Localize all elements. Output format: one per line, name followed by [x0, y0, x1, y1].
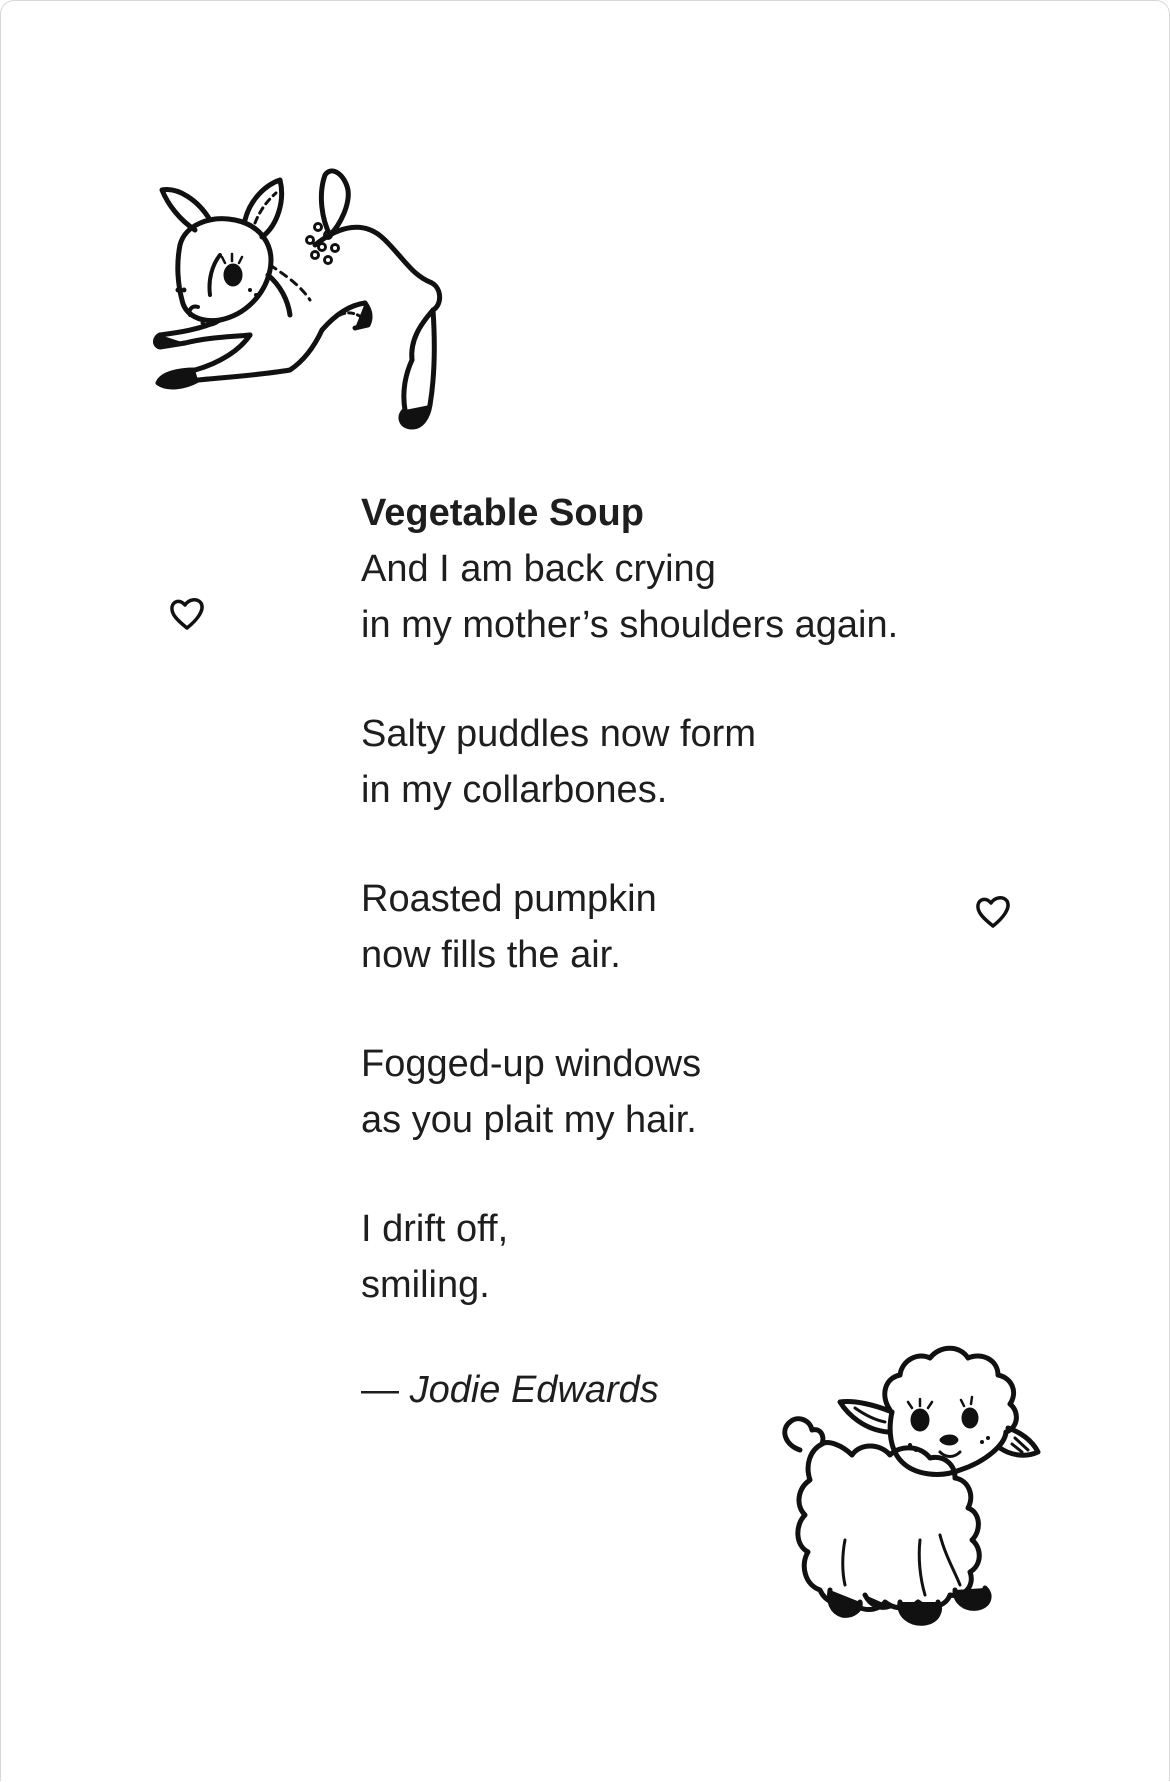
deer-illustration	[150, 165, 450, 430]
poem-line: Salty puddles now form	[361, 713, 756, 755]
poem-line: now fills the air.	[361, 934, 621, 976]
author-name: Jodie Edwards	[409, 1369, 659, 1411]
stanza	[361, 1036, 1061, 1148]
poem-line: in my mother’s shoulders again.	[361, 604, 899, 646]
poem-line: in my collarbones.	[361, 769, 668, 811]
poem	[361, 485, 1061, 1366]
poem-title: Vegetable Soup	[361, 492, 644, 534]
stanza	[361, 1201, 1061, 1313]
stanza	[361, 706, 1061, 818]
poem-line: And I am back crying	[361, 548, 716, 590]
poem-line: Roasted pumpkin	[361, 878, 657, 920]
poem-line: Fogged-up windows	[361, 1043, 702, 1085]
poem-line: as you plait my hair.	[361, 1099, 697, 1141]
lamb-illustration	[770, 1340, 1050, 1650]
poem-line: I drift off,	[361, 1208, 509, 1250]
heart-icon	[167, 594, 207, 634]
stanza	[361, 541, 1061, 653]
author-dash: —	[361, 1369, 399, 1411]
poem-author	[361, 1362, 659, 1418]
stanza	[361, 871, 1061, 983]
poem-line: smiling.	[361, 1264, 490, 1306]
